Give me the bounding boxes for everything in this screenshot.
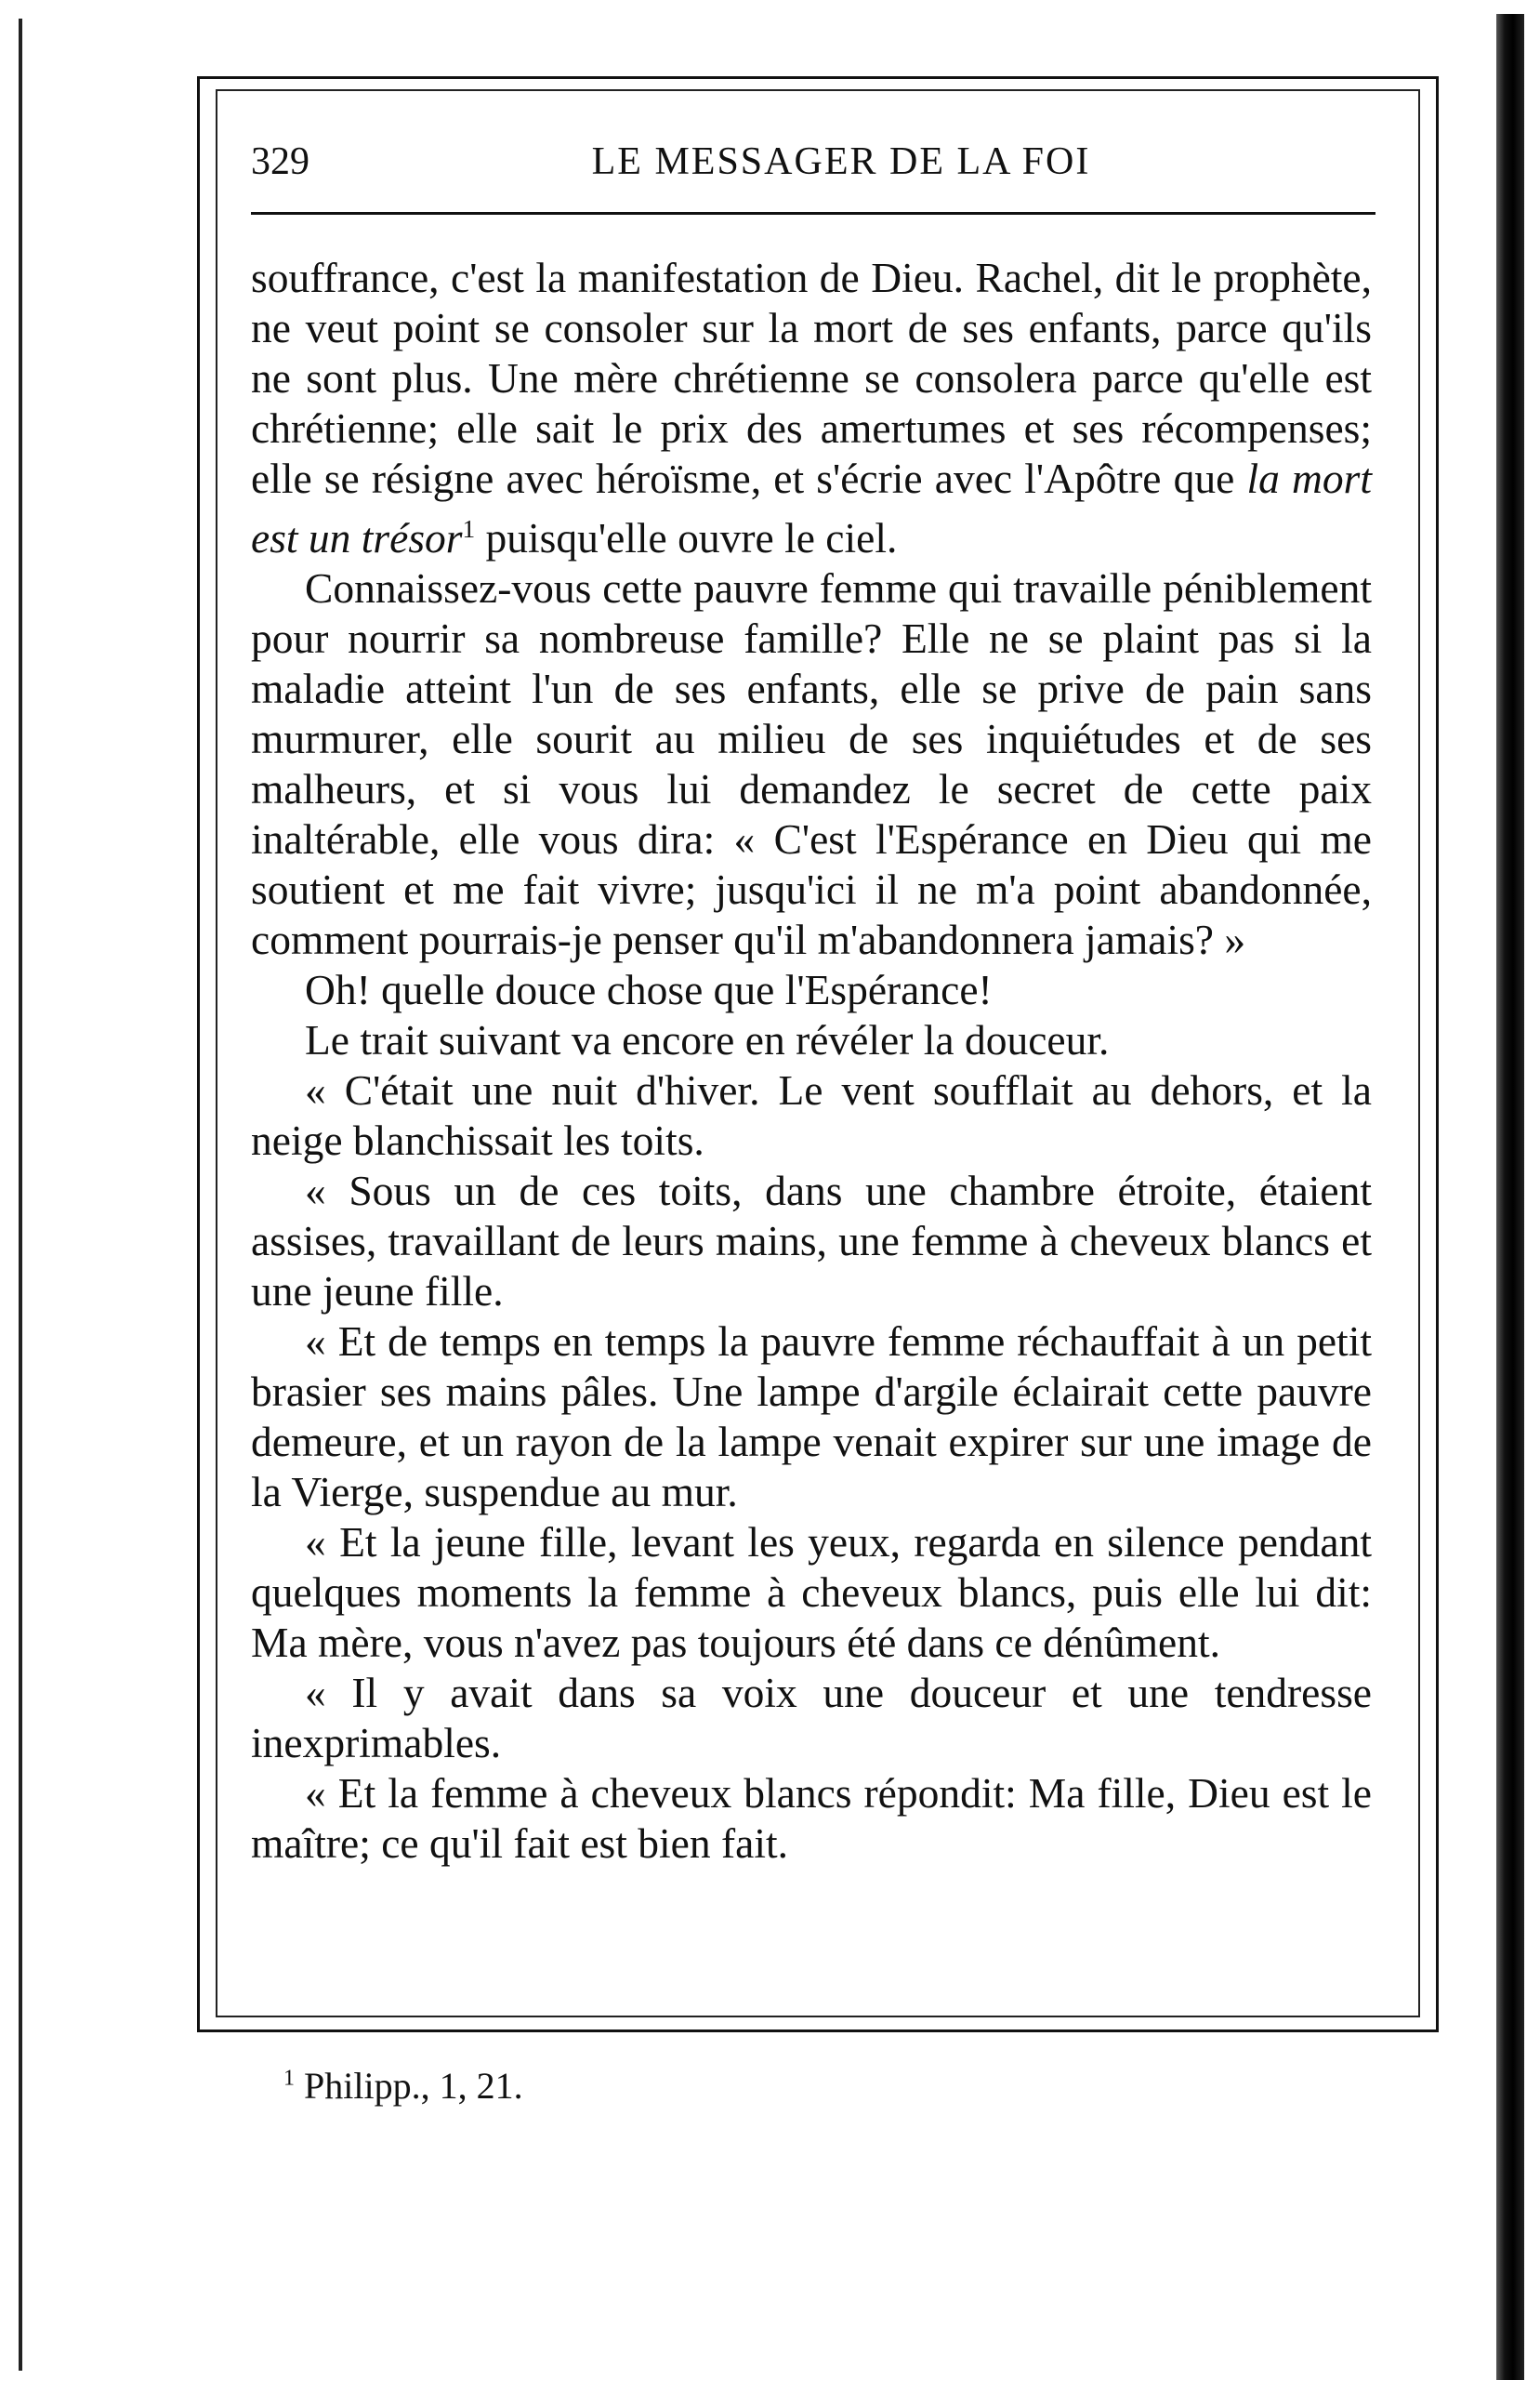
paragraph-10: « Et la femme à cheveux blancs répondit: Ma fille, Dieu est le maître; ce qu'il fait est bien fait. bbox=[251, 1769, 1372, 1868]
footnote-marker: 1 bbox=[283, 2066, 295, 2091]
footnote-ref: 1 bbox=[462, 515, 476, 543]
paragraph-1 bbox=[251, 253, 1372, 563]
page-gutter-edge bbox=[19, 19, 22, 2371]
paragraph-9: « Il y avait dans sa voix une douceur et une tendresse inexprimables. bbox=[251, 1669, 1372, 1767]
paragraph-2: Connaissez-vous cette pauvre femme qui travaille péniblement pour nourrir sa nombreuse famille? Elle ne se plaint pas si la maladie atteint l'un de ses enfants, elle se prive de pain sans murmurer, elle sourit au milieu de ses inquiétudes et de ses malheurs, et si vous lui demandez le secret de cette paix inaltérable, elle vous dira: « C'est l'Espérance en Dieu qui me soutient et me fait vivre; jusqu'ici il ne m'a point abandonnée, comment pourrais-je penser qu'il m'abandonnera jamais? » bbox=[251, 564, 1372, 964]
italic-quote: la mort est un trésor bbox=[251, 455, 1373, 562]
footnote-text: Philipp., 1, 21. bbox=[304, 2065, 523, 2107]
footnote bbox=[283, 2064, 523, 2108]
running-title: LE MESSAGER DE LA FOI bbox=[591, 140, 1091, 183]
paragraph-3: Oh! quelle douce chose que l'Espérance! bbox=[305, 966, 993, 1014]
header-rule bbox=[251, 212, 1375, 215]
paragraph-4: Le trait suivant va encore en révéler la douceur. bbox=[305, 1016, 1110, 1064]
paragraph-1-text: souffrance, c'est la manifestation de Dieu. Rachel, dit le prophète, ne veut point se consoler sur la mort de ses enfants, parce qu'ils ne sont plus. Une mère chrétienne se consolera parce qu'elle est chrétienne; elle sait le prix des amertumes et ses récompenses; elle se résigne avec héroïsme, et s'écrie avec l'Apôtre que bbox=[251, 254, 1372, 502]
header-row bbox=[251, 112, 1375, 186]
paragraph-8: « Et la jeune fille, levant les yeux, regarda en silence pendant quelques moments la femme à cheveux blancs, puis elle lui dit: Ma mère, vous n'avez pas toujours été dans ce dénûment. bbox=[251, 1518, 1372, 1667]
paragraph-7: « Et de temps en temps la pauvre femme réchauffait à un petit brasier ses mains pâles. Une lampe d'argile éclairait cette pauvre demeure, et un rayon de la lampe venait expirer sur une image de la Vierge, suspendue au mur. bbox=[251, 1317, 1372, 1516]
book-binding-edge bbox=[1496, 14, 1524, 2380]
paragraph-5: « C'était une nuit d'hiver. Le vent soufflait au dehors, et la neige blanchissait les toits. bbox=[251, 1066, 1372, 1165]
paragraph-1-end: puisqu'elle ouvre le ciel. bbox=[485, 514, 898, 562]
page-number: 329 bbox=[251, 140, 309, 183]
page-header bbox=[251, 112, 1375, 186]
body-text bbox=[251, 253, 1372, 1869]
paragraph-6: « Sous un de ces toits, dans une chambre étroite, étaient assises, travaillant de leurs mains, une femme à cheveux blancs et une jeune fille. bbox=[251, 1167, 1372, 1315]
